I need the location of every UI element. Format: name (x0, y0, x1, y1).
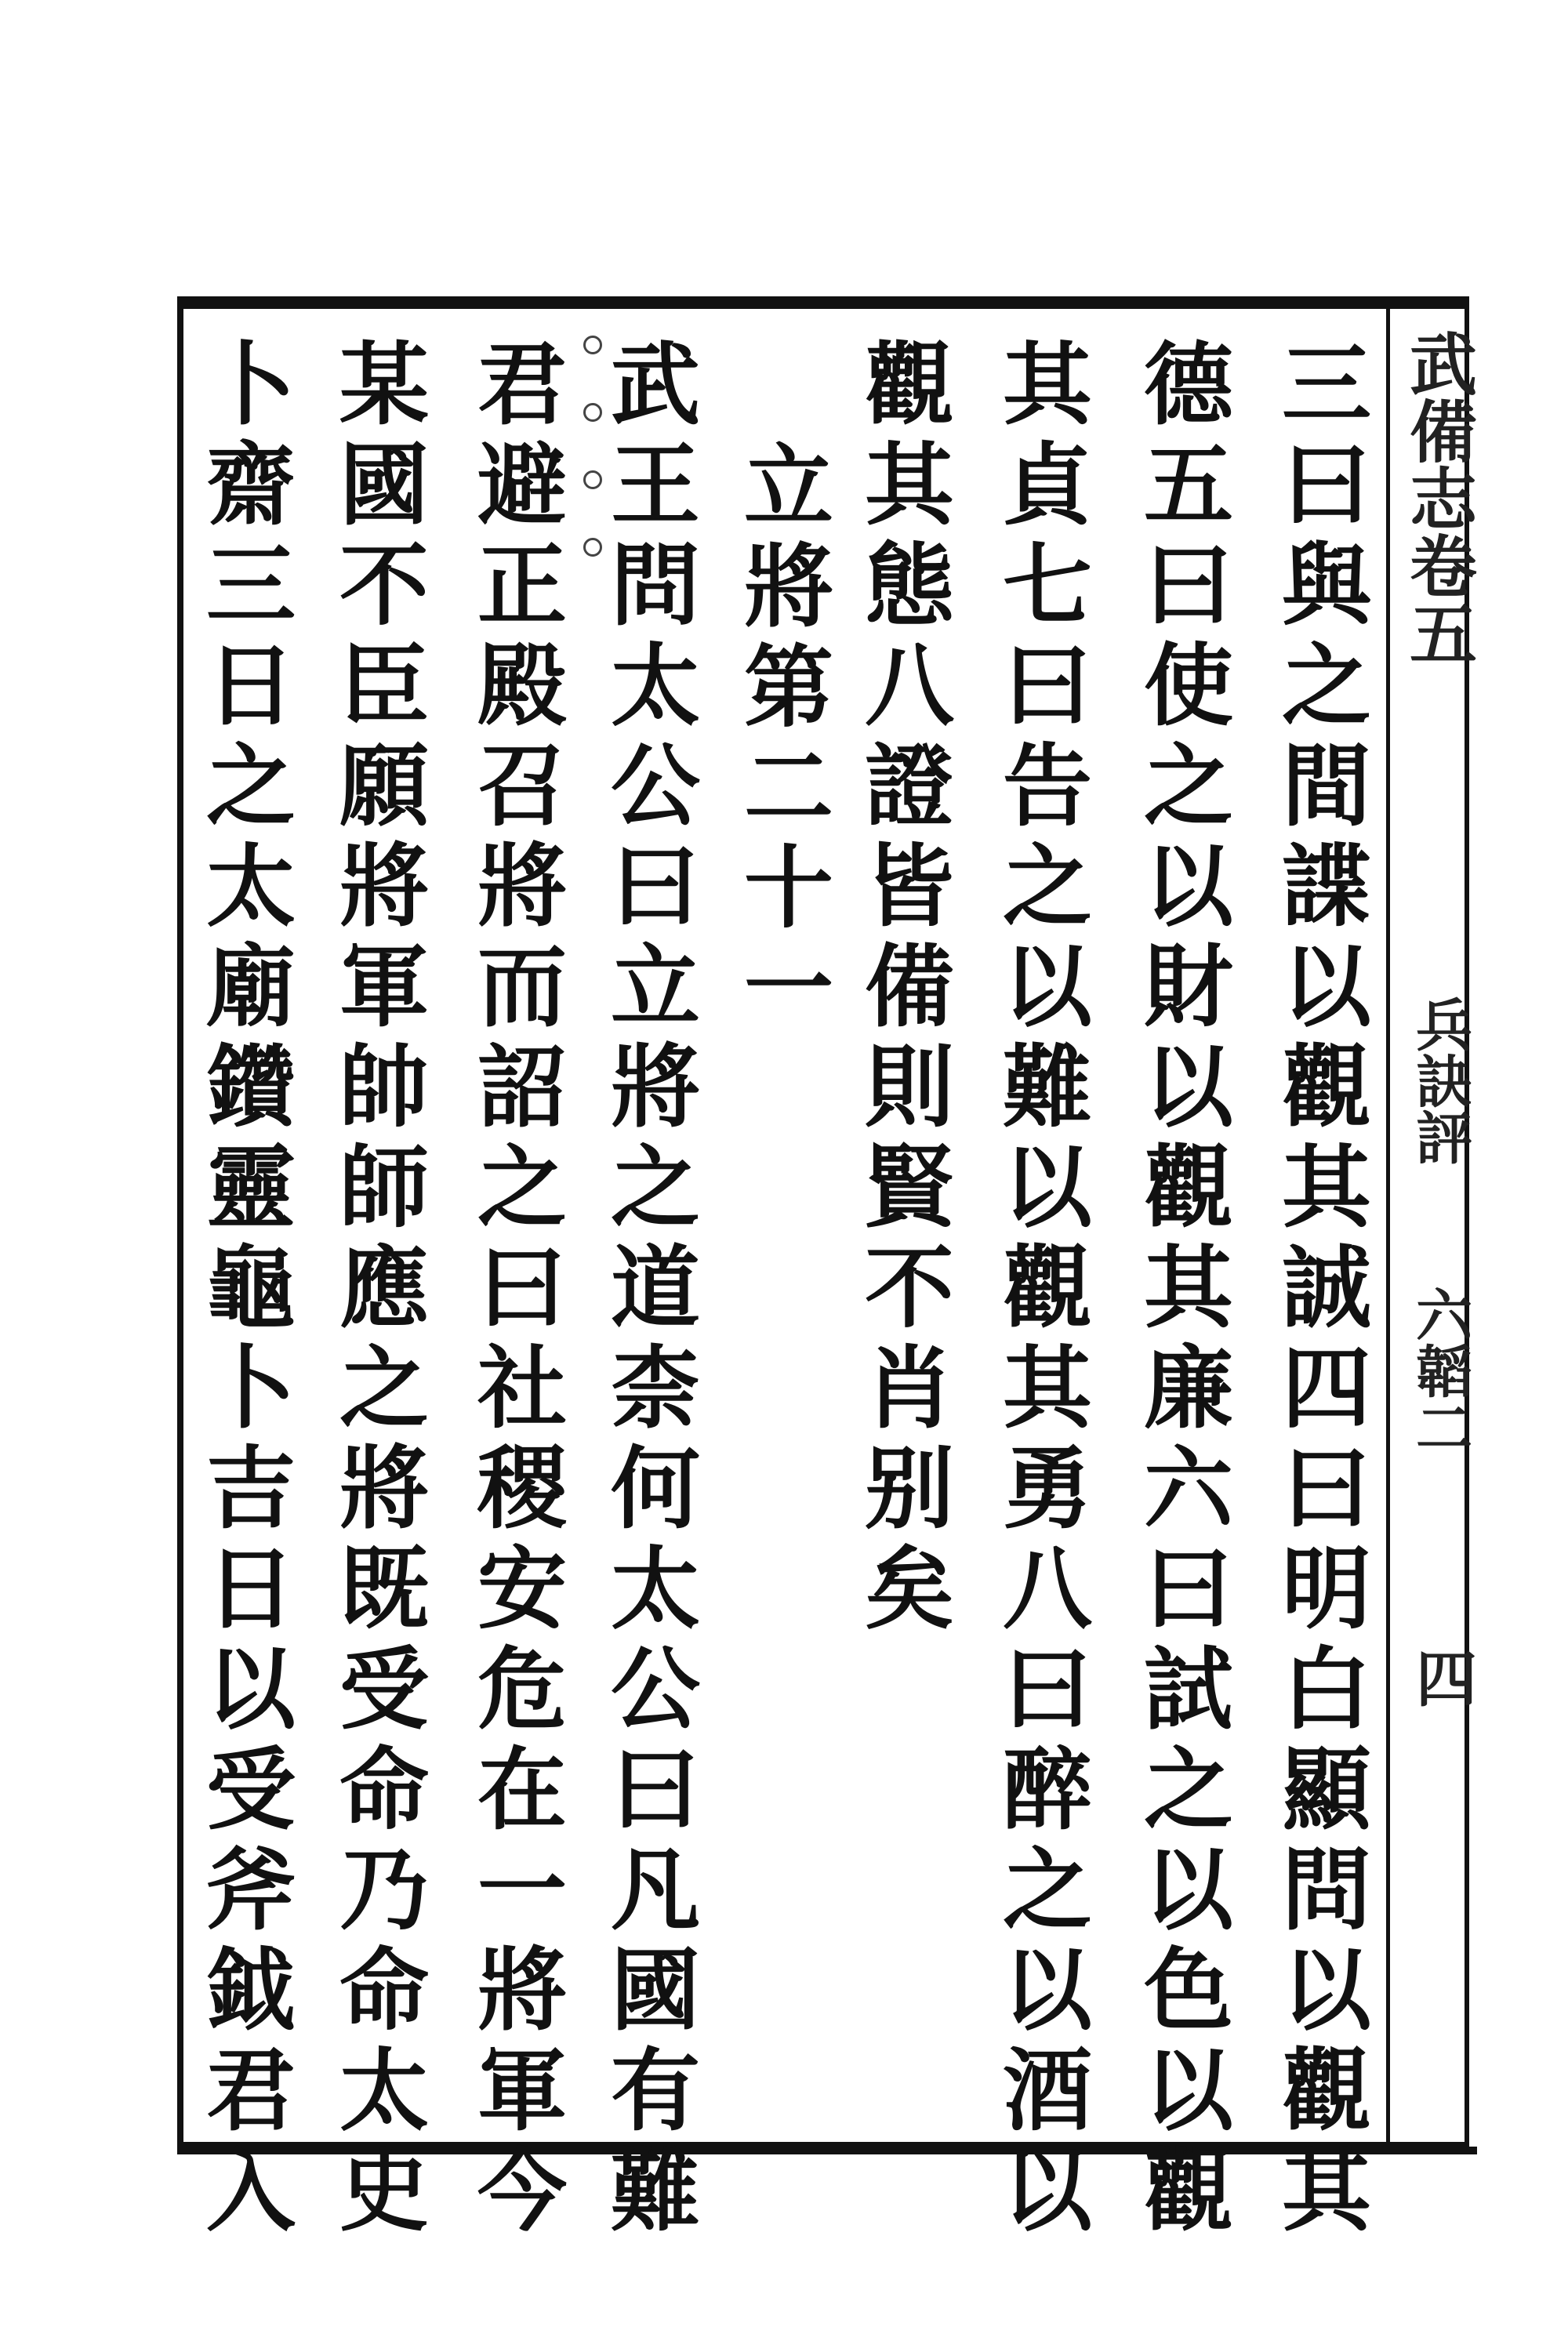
text-column-7: 君避正殿召將而詔之曰社稷安危在一將軍今 (463, 337, 568, 2244)
margin-subsection: 六韜二 (1406, 1286, 1473, 1455)
emphasis-circle (583, 403, 602, 422)
emphasis-circle (583, 470, 602, 489)
margin-book-title: 武備志卷五 (1398, 329, 1477, 666)
text-column-6: 武王問太公曰立將之道柰何太公曰凡國有難 (596, 337, 701, 2244)
text-column-3: 其貞七曰告之以難以觀其勇八曰醉之以酒以 (988, 337, 1093, 2244)
emphasis-circle (583, 538, 602, 557)
text-column-2: 德五曰使之以財以觀其廉六曰試之以色以觀 (1129, 337, 1234, 2244)
page-number: 四 (1416, 1644, 1478, 1715)
emphasis-circles (583, 336, 604, 673)
text-column-9: 卜齋三日之太廟鑽靈龜卜吉日以受斧鉞君入 (191, 337, 296, 2244)
text-column-4: 觀其態八證皆備則賢不肖别矣 (850, 337, 955, 1642)
text-column-8: 某國不臣願將軍帥師應之將既受命乃命太史 (325, 337, 430, 2244)
text-column-1: 三曰與之間諜以觀其誠四曰明白顯問以觀其 (1267, 337, 1372, 2244)
chapter-heading: 立將第二十一 (729, 439, 834, 1041)
margin-rule (1386, 309, 1390, 2142)
frame-tick (1435, 2147, 1477, 2154)
emphasis-circle (583, 336, 602, 354)
margin-section: 兵訣評 (1406, 996, 1473, 1165)
